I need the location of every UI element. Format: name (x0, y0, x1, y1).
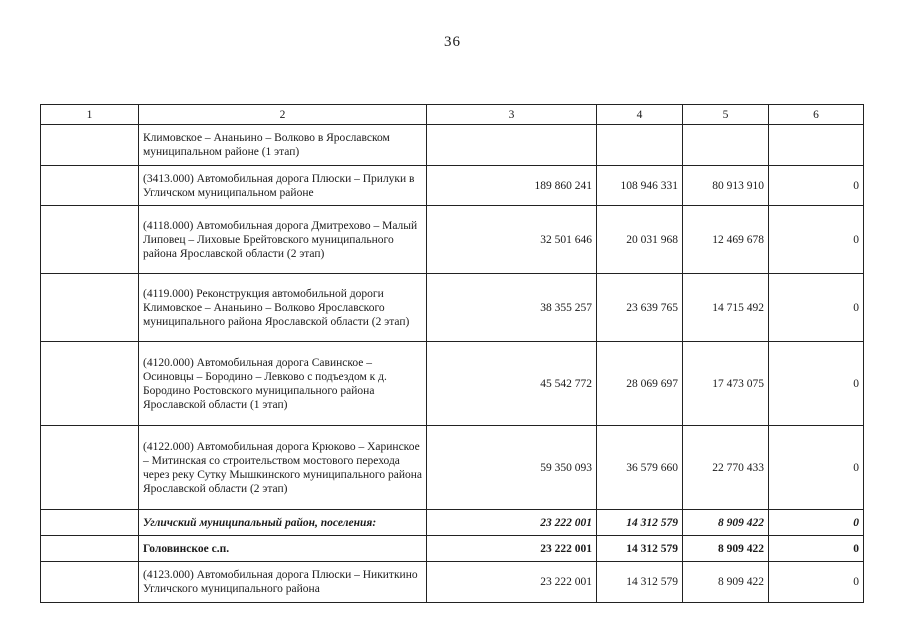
column-header: 4 (597, 105, 683, 125)
value-col5-cell: 17 473 075 (683, 342, 769, 426)
row-number-cell (41, 562, 139, 603)
value-col5-cell: 22 770 433 (683, 426, 769, 510)
value-col6-cell: 0 (769, 510, 864, 536)
column-header: 2 (139, 105, 427, 125)
row-number-cell (41, 274, 139, 342)
value-col4-cell: 108 946 331 (597, 166, 683, 206)
table-row (41, 342, 864, 426)
row-number-cell (41, 536, 139, 562)
value-col4-cell (597, 125, 683, 166)
value-col4-cell: 28 069 697 (597, 342, 683, 426)
column-header: 5 (683, 105, 769, 125)
item-name-cell: (4119.000) Реконструкция автомобильной дороги Климовское – Ананьино – Волково Ярославского муниципального района Ярославской области (2 этап) (139, 274, 427, 342)
value-col6-cell: 0 (769, 426, 864, 510)
table-row (41, 510, 864, 536)
item-name-cell: (4122.000) Автомобильная дорога Крюково – Харинское – Митинская со строительством мостового перехода через реку Сутку Мышкинского муниципального района Ярославской области (2 этап) (139, 426, 427, 510)
value-col6-cell: 0 (769, 536, 864, 562)
item-name-cell: (4120.000) Автомобильная дорога Савинское – Осиновцы – Бородино – Левково с подъездом к д. Бородино Ростовского муниципального района Ярославской области (1 этап) (139, 342, 427, 426)
value-col3-cell: 32 501 646 (427, 206, 597, 274)
header-row (41, 105, 864, 125)
row-number-cell (41, 510, 139, 536)
value-col3-cell: 45 542 772 (427, 342, 597, 426)
value-col3-cell: 38 355 257 (427, 274, 597, 342)
table-row (41, 125, 864, 166)
value-col3-cell: 23 222 001 (427, 536, 597, 562)
value-col3-cell: 23 222 001 (427, 510, 597, 536)
row-number-cell (41, 166, 139, 206)
value-col4-cell: 14 312 579 (597, 510, 683, 536)
value-col5-cell (683, 125, 769, 166)
table-body (41, 125, 864, 603)
value-col6-cell: 0 (769, 274, 864, 342)
table-row (41, 426, 864, 510)
value-col3-cell: 23 222 001 (427, 562, 597, 603)
value-col4-cell: 20 031 968 (597, 206, 683, 274)
value-col6-cell (769, 125, 864, 166)
column-header: 1 (41, 105, 139, 125)
item-name-cell: (4123.000) Автомобильная дорога Плюски – Никиткино Угличского муниципального района (139, 562, 427, 603)
value-col5-cell: 8 909 422 (683, 510, 769, 536)
row-number-cell (41, 426, 139, 510)
table-row (41, 562, 864, 603)
value-col6-cell: 0 (769, 562, 864, 603)
budget-table (40, 104, 864, 603)
value-col6-cell: 0 (769, 166, 864, 206)
value-col3-cell (427, 125, 597, 166)
row-number-cell (41, 342, 139, 426)
item-name-cell: Климовское – Ананьино – Волково в Ярославском муниципальном районе (1 этап) (139, 125, 427, 166)
value-col6-cell: 0 (769, 206, 864, 274)
value-col3-cell: 189 860 241 (427, 166, 597, 206)
value-col6-cell: 0 (769, 342, 864, 426)
item-name-cell: (4118.000) Автомобильная дорога Дмитрехово – Малый Липовец – Лиховые Брейтовского муниципального района Ярославской области (2 этап) (139, 206, 427, 274)
value-col3-cell: 59 350 093 (427, 426, 597, 510)
item-name-cell: Головинское с.п. (139, 536, 427, 562)
table-row (41, 274, 864, 342)
table-row (41, 536, 864, 562)
value-col4-cell: 14 312 579 (597, 536, 683, 562)
page-number: 36 (444, 34, 461, 50)
value-col5-cell: 8 909 422 (683, 562, 769, 603)
item-name-cell: (3413.000) Автомобильная дорога Плюски – Прилуки в Угличском муниципальном районе (139, 166, 427, 206)
column-header: 3 (427, 105, 597, 125)
value-col4-cell: 23 639 765 (597, 274, 683, 342)
value-col5-cell: 8 909 422 (683, 536, 769, 562)
row-number-cell (41, 125, 139, 166)
value-col5-cell: 80 913 910 (683, 166, 769, 206)
value-col4-cell: 36 579 660 (597, 426, 683, 510)
item-name-cell: Угличский муниципальный район, поселения: (139, 510, 427, 536)
value-col5-cell: 14 715 492 (683, 274, 769, 342)
table-row (41, 166, 864, 206)
table-row (41, 206, 864, 274)
row-number-cell (41, 206, 139, 274)
value-col4-cell: 14 312 579 (597, 562, 683, 603)
column-header: 6 (769, 105, 864, 125)
value-col5-cell: 12 469 678 (683, 206, 769, 274)
